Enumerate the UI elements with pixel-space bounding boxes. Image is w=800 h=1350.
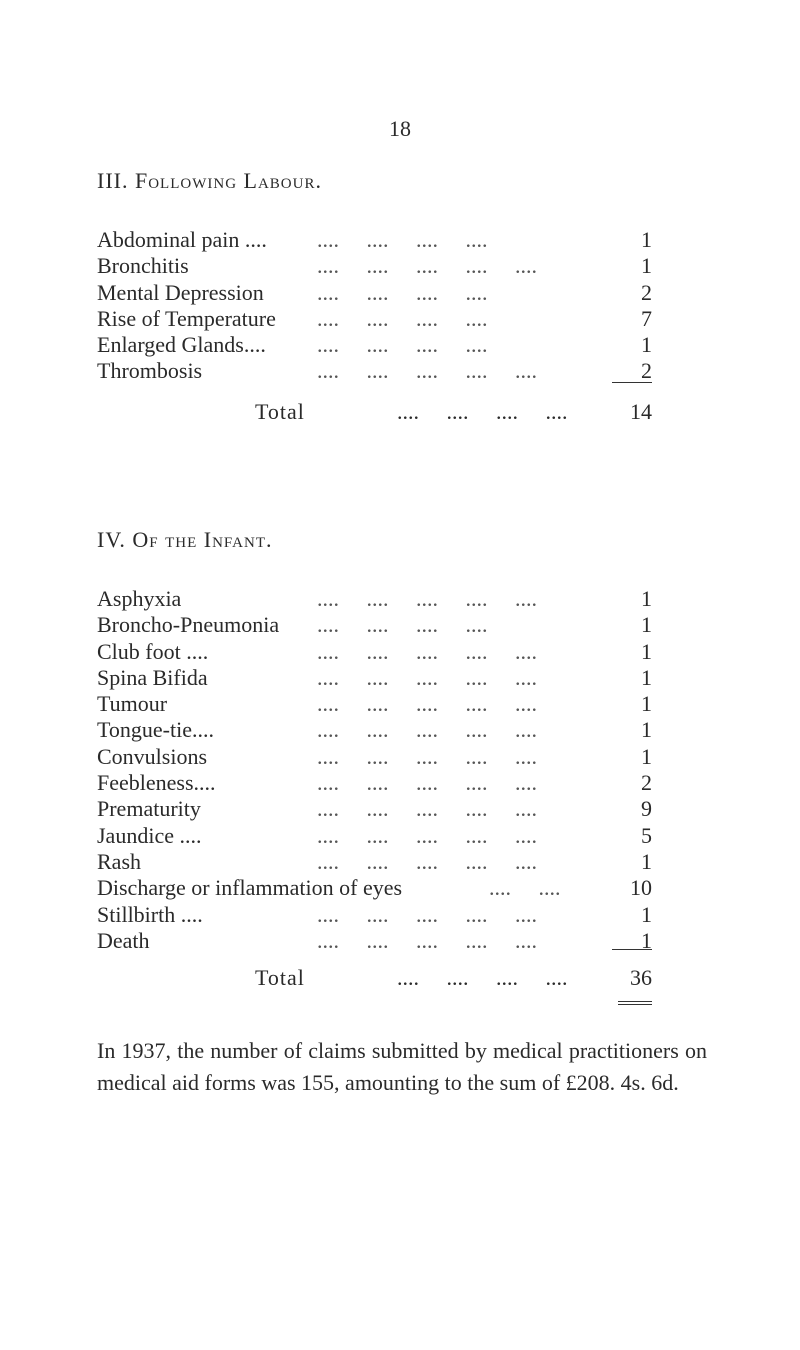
row-label: Asphyxia [97, 586, 182, 611]
row-label: Thrombosis [97, 358, 203, 384]
total-rule [612, 382, 652, 383]
row-value: 1 [641, 227, 652, 252]
row-value: 9 [641, 796, 652, 822]
leader-dots: .... .... .... .... .... [317, 358, 537, 384]
page-number: 18 [389, 116, 411, 141]
leader-dots: .... .... .... .... [317, 227, 488, 252]
total-label: Total [255, 399, 305, 424]
leader-dots: .... .... .... .... .... [317, 770, 537, 796]
table-row [97, 770, 652, 796]
leader-dots: .... .... .... .... [397, 965, 568, 990]
section-heading-of-the-infant: IV. Of the Infant. [97, 527, 273, 552]
leader-dots: .... .... .... .... [317, 305, 488, 331]
table-row [97, 612, 652, 638]
table-row [97, 358, 652, 384]
row-value: 2 [641, 279, 652, 305]
row-label: Stillbirth .... [97, 901, 203, 927]
table-row [97, 796, 652, 822]
table-row [97, 253, 652, 279]
table-row [97, 717, 652, 743]
row-label: Tumour [97, 691, 168, 717]
row-value: 1 [641, 717, 652, 743]
table-row [97, 639, 652, 665]
row-label: Rash [97, 848, 141, 874]
row-label: Convulsions [97, 743, 208, 769]
following-labour-table [97, 227, 652, 385]
total-row [97, 964, 652, 992]
row-value: 1 [641, 332, 652, 358]
row-label: Jaundice .... [97, 822, 202, 848]
total-row [97, 398, 652, 426]
row-value: 2 [641, 770, 652, 796]
row-value: 1 [641, 638, 652, 664]
table-row [97, 744, 652, 770]
leader-dots: .... .... .... .... .... [317, 796, 537, 822]
row-value: 1 [641, 927, 652, 953]
leader-dots: .... .... .... .... .... [317, 717, 537, 743]
table-row [97, 227, 652, 253]
total-label: Total [255, 965, 305, 990]
row-label: Broncho-Pneumonia [97, 612, 280, 638]
row-value: 1 [641, 743, 652, 769]
row-value: 1 [641, 664, 652, 690]
leader-dots: .... .... [489, 875, 561, 901]
paragraph-text: In 1937, the number of claims submitted by medical practitioners on medical aid forms was 155, amounting to the sum of £208. 4s. 6d. [97, 1038, 707, 1095]
double-rule-bottom [618, 1004, 652, 1005]
table-row [97, 849, 652, 875]
section-heading-following-labour: III. Following Labour. [97, 168, 322, 193]
double-rule-top [618, 1001, 652, 1002]
leader-dots: .... .... .... .... .... [317, 901, 537, 927]
row-label: Rise of Temperature [97, 305, 276, 331]
table-row [97, 665, 652, 691]
leader-dots: .... .... .... .... .... [317, 822, 537, 848]
row-label: Enlarged Glands.... [97, 332, 266, 358]
row-value: 1 [641, 691, 652, 717]
total-value: 36 [630, 965, 652, 990]
leader-dots: .... .... .... .... .... [317, 638, 537, 664]
row-value: 1 [641, 848, 652, 874]
leader-dots: .... .... .... .... .... [317, 586, 537, 611]
claims-paragraph [97, 1035, 707, 1099]
leader-dots: .... .... .... .... .... [317, 253, 537, 279]
leader-dots: .... .... .... .... .... [317, 743, 537, 769]
row-value: 1 [641, 586, 652, 611]
infant-table [97, 586, 652, 954]
row-label: Feebleness.... [97, 770, 216, 796]
leader-dots: .... .... .... .... [397, 399, 568, 424]
table-row [97, 902, 652, 928]
leader-dots: .... .... .... .... .... [317, 927, 537, 953]
leader-dots: .... .... .... .... .... [317, 664, 537, 690]
table-row [97, 280, 652, 306]
row-value: 2 [641, 358, 652, 384]
row-label: Discharge or inflammation of eyes [97, 875, 403, 901]
leader-dots: .... .... .... .... [317, 332, 488, 358]
leader-dots: .... .... .... .... .... [317, 691, 537, 717]
row-label: Prematurity [97, 796, 201, 822]
row-value: 1 [641, 253, 652, 279]
table-row [97, 823, 652, 849]
row-label: Mental Depression [97, 279, 264, 305]
row-label: Tongue-tie.... [97, 717, 214, 743]
row-value: 7 [641, 305, 652, 331]
table-row [97, 332, 652, 358]
leader-dots: .... .... .... .... .... [317, 848, 537, 874]
table-row [97, 928, 652, 954]
table-row [97, 691, 652, 717]
total-value: 14 [630, 399, 652, 424]
row-label: Club foot .... [97, 638, 209, 664]
row-value: 5 [641, 822, 652, 848]
leader-dots: .... .... .... .... [317, 279, 488, 305]
row-value: 1 [641, 612, 652, 638]
row-value: 1 [641, 901, 652, 927]
table-row [97, 875, 652, 901]
row-value: 10 [630, 875, 652, 901]
table-row [97, 306, 652, 332]
total-rule [612, 949, 652, 950]
row-label: Abdominal pain .... [97, 227, 267, 252]
row-label: Death [97, 927, 150, 953]
row-label: Bronchitis [97, 253, 189, 279]
row-label: Spina Bifida [97, 664, 208, 690]
table-row [97, 586, 652, 612]
leader-dots: .... .... .... .... [317, 612, 488, 638]
